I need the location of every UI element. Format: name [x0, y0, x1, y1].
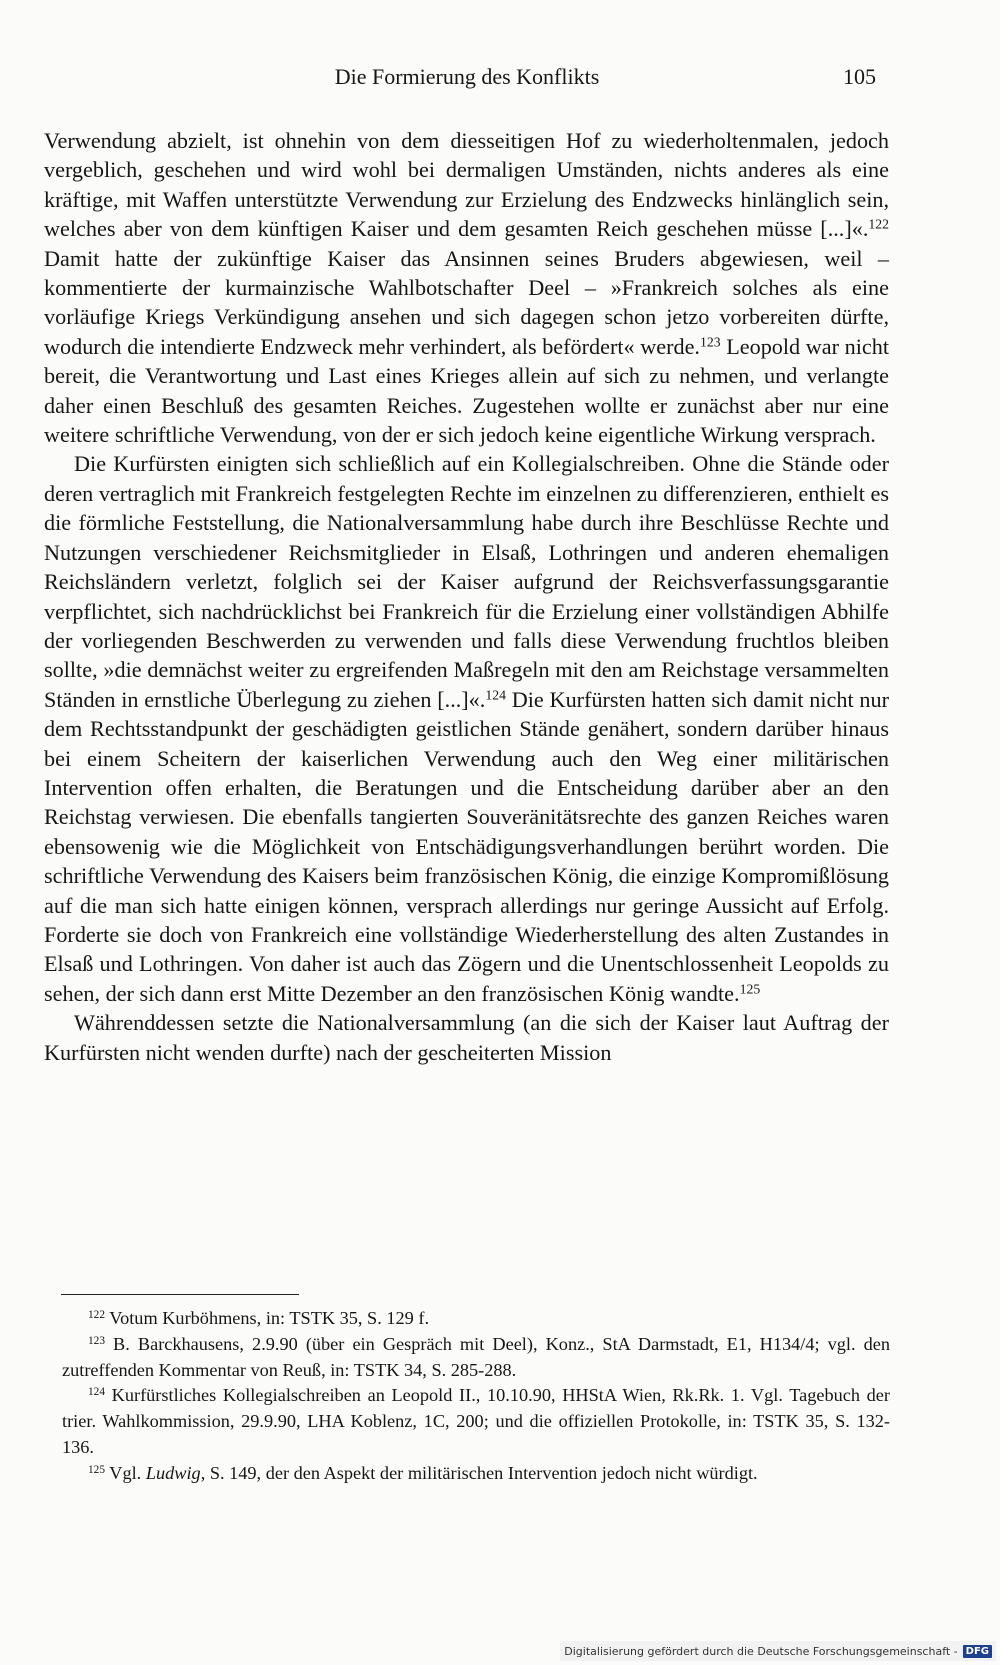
footnote-123	[62, 1332, 890, 1384]
footnote-divider	[61, 1294, 299, 1295]
paragraph-2	[44, 449, 889, 1008]
footnotes	[62, 1306, 890, 1487]
footnote-ref-122[interactable]: 122	[868, 216, 889, 232]
paragraph-1	[44, 126, 889, 449]
footnote-ref-123[interactable]: 123	[699, 334, 721, 350]
paragraph-3: Währenddessen setzte die Nationalversammlung (an die sich der Kaiser laut Auftrag der Kurfürsten nicht wenden durfte) nach der gescheiterten Mission	[44, 1010, 889, 1065]
footnote-author: Ludwig	[145, 1462, 201, 1483]
footnote-text: Kurfürstliches Kollegialschreiben an Leopold II., 10.10.90, HHStA Wien, Rk.Rk. 1. Vgl. Tagebuch der trier. Wahlkommission, 29.9.90, LHA Koblenz, 1C, 200; und die offiziellen Protokolle, in: TSTK 35, S. 132-136.	[62, 1385, 890, 1457]
footnote-122	[62, 1306, 890, 1332]
digitization-credit	[560, 1641, 996, 1661]
footnote-number: 122	[88, 1308, 105, 1321]
dfg-logo-icon[interactable]: DFG	[963, 1645, 992, 1658]
footnote-text: Vgl.	[105, 1462, 146, 1483]
page-number: 105	[843, 64, 876, 89]
paragraph-1-part-a: Verwendung abzielt, ist ohnehin von dem diesseitigen Hof zu wiederholtenmalen, jedoch vergeblich, geschehen und wird wohl bei dermaligen Umständen, nichts anderes als eine kräftige, mit Waffen unterstützte Verwendung zur Erzielung des Endzwecks hinlänglich sein, welches aber von dem künftigen Kaiser und dem gesamten Reich geschehen müsse [...]«.	[44, 128, 889, 242]
paragraph-1-part-b: Damit hatte der zukünftige Kaiser das Ansinnen seines Bruders abgewiesen, weil – kommentierte der kurmainzische Wahlbotschafter Deel – »Frankreich solches als eine vorläufige Kriegs Verkündigung ansehen und sich dagegen schon jetzo vorbereiten dürfte, wodurch die intendierte Endzweck mehr verhindert, als befördert« werde.	[44, 245, 889, 359]
paragraph-1-part-c: Leopold war nicht bereit, die Verantwortung und Last eines Krieges allein auf sich zu nehmen, und verlangte daher einen Beschluß des gesamten Reiches. Zugestehen wollte er zunächst aber nur eine weitere schriftliche Verwendung, von der er sich jedoch keine eigentliche Wirkung versprach.	[44, 333, 889, 448]
footnote-125	[62, 1461, 890, 1487]
footnote-ref-125[interactable]: 125	[739, 981, 761, 997]
credit-text: Digitalisierung gefördert durch die Deutsche Forschungsgemeinschaft -	[564, 1644, 958, 1658]
paragraph-2-part-b: Die Kurfürsten hatten sich damit nicht nur dem Rechtsstandpunkt der geschädigten geistlichen Stände genähert, sondern darüber hinaus bei einem Scheitern der kaiserlichen Verwendung auch den Weg einer militärischen Intervention offen erhalten, die Beratungen und die Entscheidung darüber aber an den Reichstag verwiesen. Die ebenfalls tangierten Souveränitätsrechte des ganzen Reiches waren ebensowenig wie die Möglichkeit von Entschädigungsverhandlungen berührt worden. Die schriftliche Verwendung des Kaisers beim französischen König, die einzige Kompromißlösung auf die man sich hatte einigen können, versprach allerdings nur geringe Aussicht auf Erfolg. Forderte sie doch von Frankreich eine vollständige Wiederherstellung des alten Zustandes in Elsaß und Lothringen. Von daher ist auch das Zögern und die Unentschlossenheit Leopolds zu sehen, der sich dann erst Mitte Dezember an den französischen König wandte.	[44, 686, 890, 1006]
footnote-number: 123	[88, 1334, 105, 1347]
paragraph-2-part-a: Die Kurfürsten einigten sich schließlich auf ein Kollegialschreiben. Ohne die Stände oder deren vertraglich mit Frankreich festgelegten Rechte im einzelnen zu differenzieren, enthielt es die förmliche Feststellung, die Nationalversammlung habe durch ihre Beschlüsse Rechte und Nutzungen verschiedener Reichsmitglieder in Elsaß, Lothringen und anderen ehemaligen Reichsländern verletzt, folglich sei der Kaiser aufgrund der Reichsverfassungsgarantie verpflichtet, sich nachdrücklichst bei Frankreich für die Erzielung einer vollständigen Abhilfe der vorliegenden Beschwerden zu verwenden und falls diese Verwendung fruchtlos bleiben sollte, »die demnächst weiter zu ergreifenden Maßregeln mit den am Reichstage versammelten Ständen in ernstliche Überlegung zu ziehen [...]«.	[44, 451, 889, 712]
running-title: Die Formierung des Konflikts	[334, 64, 600, 89]
footnote-ref-124[interactable]: 124	[485, 687, 506, 703]
footnote-124	[62, 1383, 890, 1460]
footnote-number: 124	[88, 1386, 105, 1399]
running-head	[58, 64, 876, 98]
footnote-text: B. Barckhausens, 2.9.90 (über ein Gespräch mit Deel), Konz., StA Darmstadt, E1, H134/4; vgl. den zutreffenden Kommentar von Reuß, in: TSTK 34, S. 285-288.	[62, 1333, 890, 1380]
footnote-number: 125	[88, 1463, 105, 1476]
footnote-text: Votum Kurböhmens, in: TSTK 35, S. 129 f.	[105, 1308, 430, 1328]
footnote-text: , S. 149, der den Aspekt der militärischen Intervention jedoch nicht würdigt.	[200, 1462, 758, 1483]
body-text	[44, 126, 889, 1067]
